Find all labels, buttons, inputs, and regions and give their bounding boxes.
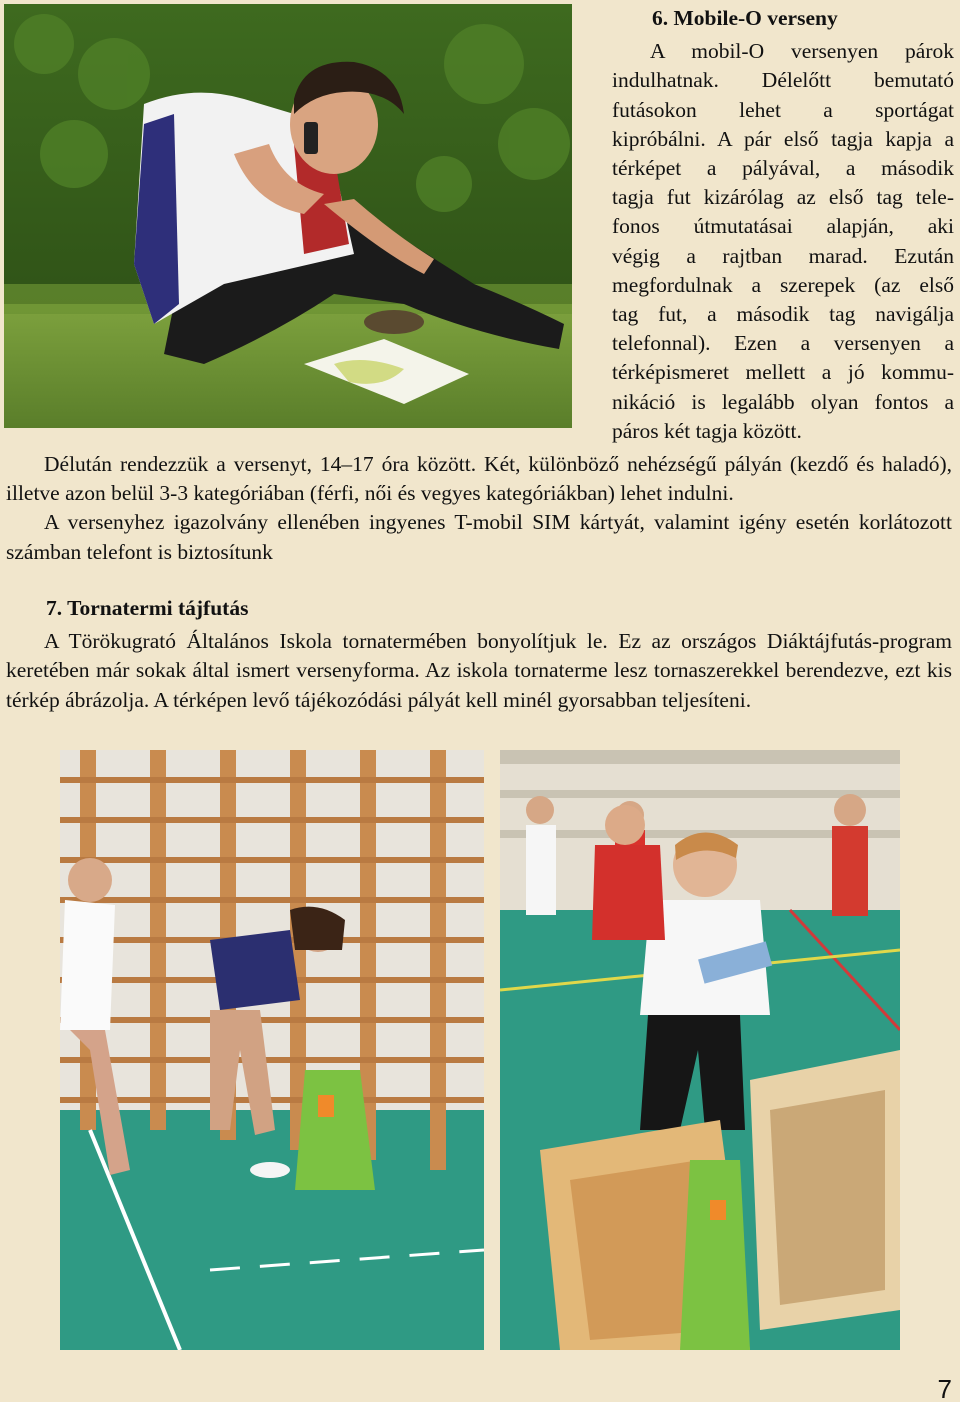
section7-title: 7. Tornatermi tájfutás [46,596,249,620]
column-line: indulhatnak. Délelőtt bemutató [612,68,954,93]
photo-gym-kids-maps [500,750,900,1350]
photo-gym-wallbars [60,750,484,1350]
column-line: végig a rajtban marad. Ezután [612,243,954,268]
section6-body [6,450,952,567]
paragraph: Délután rendezzük a versenyt, 14–17 óra között. Két, különböző nehézségű pályán (kezdő és haladó), illetve azon belül 3-3 kategóriában (férfi, női és vegyes kategóriákban) lehet indulni. [6,452,952,506]
column-line: térképismeret mellett a jó kommu- [612,360,954,385]
section6-column [612,4,954,446]
column-line: megfordulnak a szerepek (az első [612,272,954,297]
column-line: tagja fut kizárólag az első tag tele- [612,185,954,210]
column-line: telefonnal). Ezen a versenyen a [612,331,954,356]
column-line: A mobil-O versenyen párok [650,39,954,64]
column-line: fonos útmutatásai alapján, aki [612,214,954,239]
paragraph: A Törökugrató Általános Iskola tornatermében bonyolítjuk le. Ez az országos Diáktájfutás-program keretében már sokak által ismert versenyforma. Az iskola tornaterme lesz tornaszerekkel berendezve, ezt kis térkép ábrázolja. A térképen levő tájékozódási pályát kell minél gyorsabban teljesíteni. [6,629,952,712]
column-line: tag fut, a második tag navigálja [612,302,954,327]
column-line: kipróbálni. A pár első tagja kapja a [612,126,954,151]
column-line: térképet a pályával, a második [612,156,954,181]
section7 [6,594,952,715]
column-line: futásokon lehet a sportágat [612,97,954,122]
column-line: nikáció is legalább olyan fontos a [612,389,954,414]
column-line: páros két tagja között. [612,418,802,443]
paragraph: A versenyhez igazolvány ellenében ingyenes T-mobil SIM kártyát, valamint igény esetén korlátozott számban telefont is biztosítunk [6,510,952,564]
page-number: 7 [937,1374,952,1404]
section6-title: 6. Mobile-O verseny [652,6,838,30]
photo-mobile-orienteer [4,4,572,428]
